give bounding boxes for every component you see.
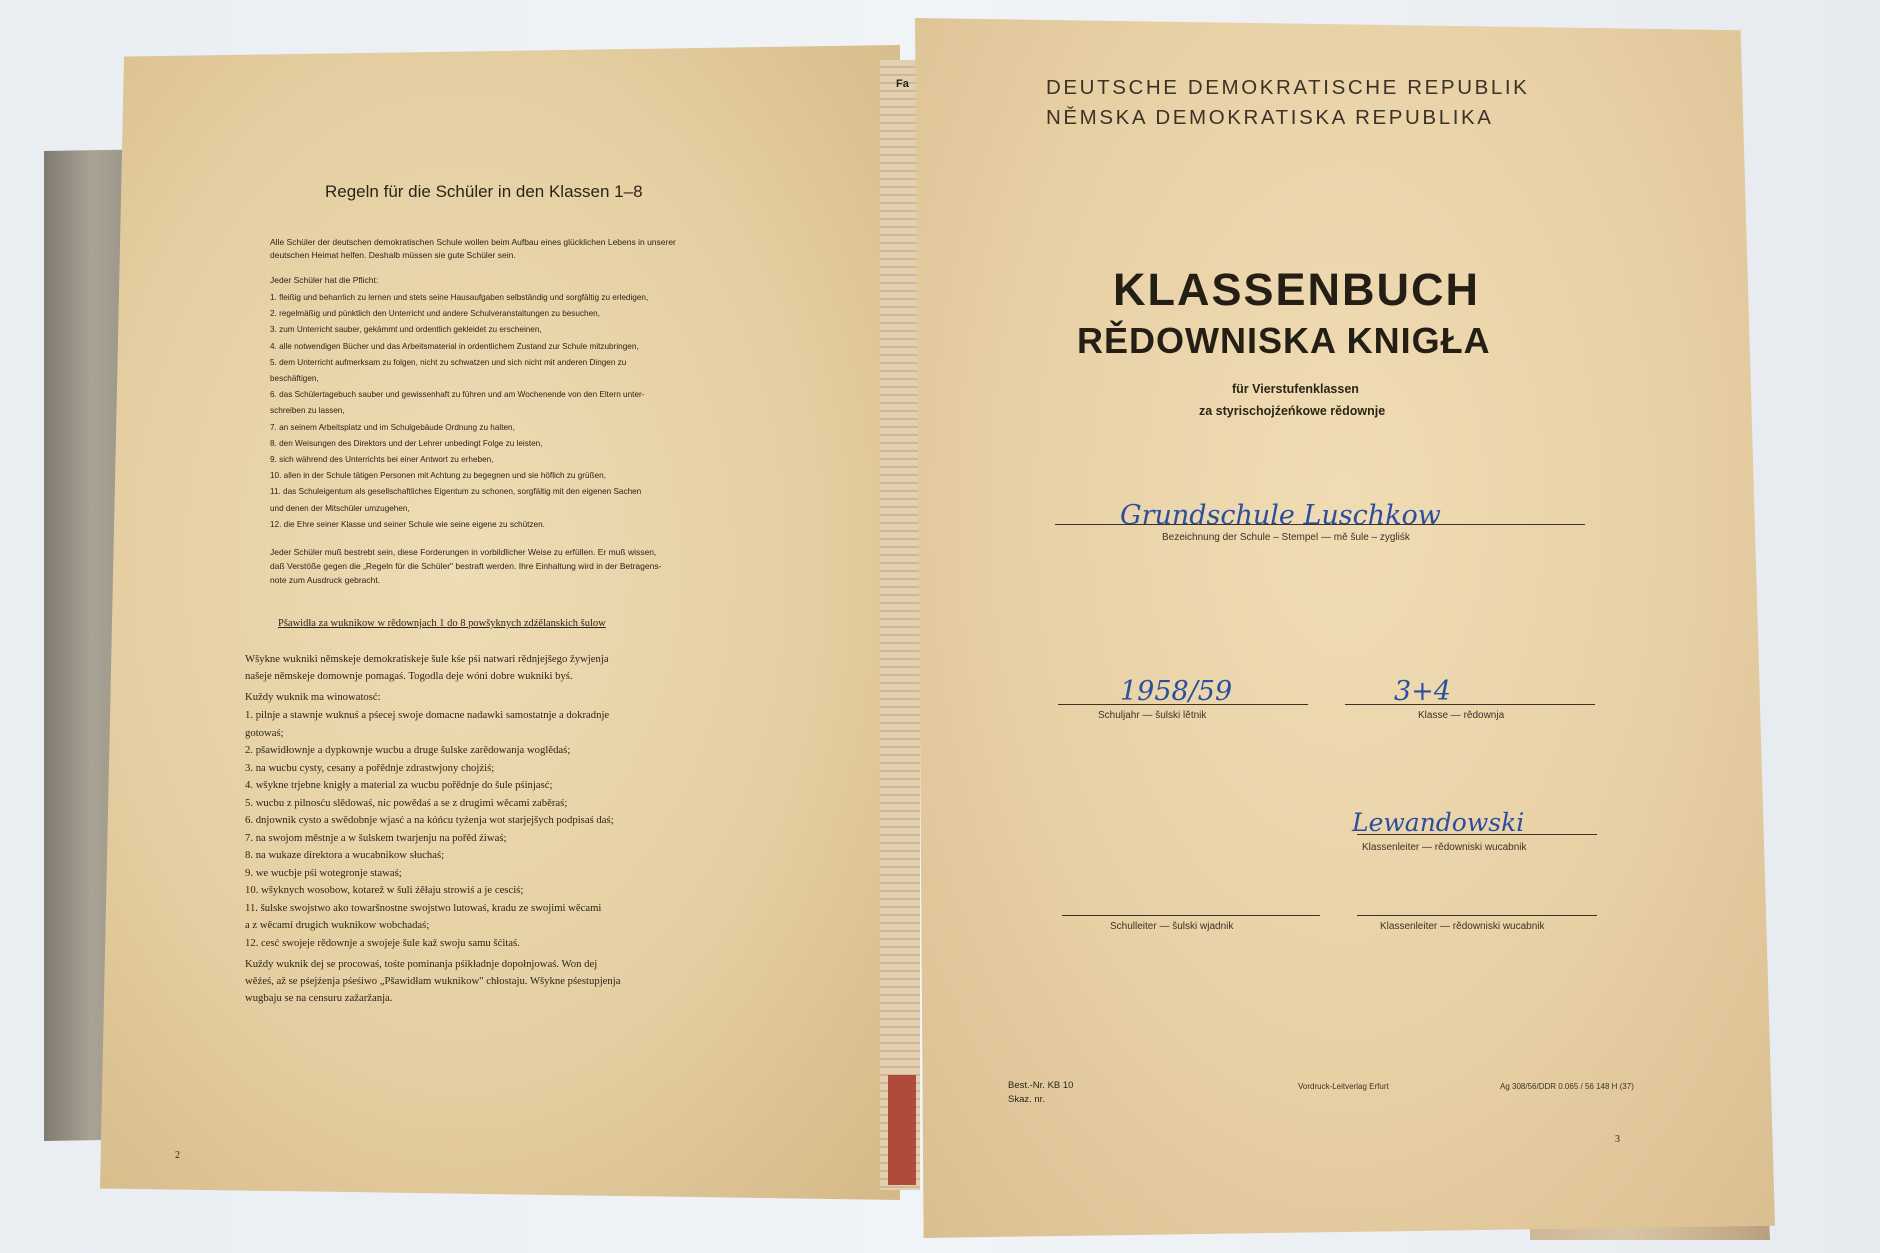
sorbian-item: 8. na wukaze direktora a wucabnikow słuchaś; bbox=[245, 849, 445, 861]
rules-item: 9. sich während des Unterrichts bei einer Antwort zu erheben, bbox=[270, 455, 494, 464]
spine-label: Fa bbox=[896, 78, 909, 90]
rules-item: 12. die Ehre seiner Klasse und seiner Schule wie seine eigene zu schützen. bbox=[270, 519, 545, 529]
rules-closing-line: daß Verstöße gegen die „Regeln für die Schüler" bestraft werden. Ihre Einhaltung wird in der Betragens- bbox=[270, 561, 662, 571]
sorbian-item: gotowaś; bbox=[245, 726, 284, 739]
class-caption: Klasse — rědownja bbox=[1418, 710, 1505, 721]
sorbian-item: 5. wucbu z pilnosću slědowaś, nic powědaś a se z drugimi wěcami zaběraś; bbox=[245, 796, 568, 809]
school-year-caption: Schuljahr — šulski lětnik bbox=[1098, 710, 1207, 721]
order-number-german: Best.-Nr. KB 10 bbox=[1008, 1080, 1074, 1091]
sorbian-closing-line: wěźeś, až se pśejźenja pśeśiwo „Pšawidłam wuknikow" chłostaju. Wšykne pśestupjenja bbox=[245, 975, 621, 987]
rules-item: 3. zum Unterricht sauber, gekämmt und ordentlich gekleidet zu erscheinen, bbox=[270, 325, 542, 335]
principal-caption: Schulleiter — šulski wjadnik bbox=[1110, 921, 1234, 932]
teacher-line-2 bbox=[1357, 915, 1597, 916]
right-page bbox=[915, 18, 1775, 1238]
sorbian-intro-line: Wšykne wukniki němskeje demokratiskeje šule kśe pśi natwari rědnjejšego žywjenja bbox=[245, 653, 609, 665]
sorbian-rules-title: Pšawidła za wuknikow w rědownjach 1 do 8 powšyknych zdźělanskich šulow bbox=[278, 618, 606, 629]
teacher-caption: Klassenleiter — rědowniski wucabnik bbox=[1362, 842, 1527, 853]
sorbian-item: 3. na wucbu cysty, cesany a pořědnje zdrastwjony chojźiś; bbox=[245, 761, 495, 774]
school-line bbox=[1055, 524, 1585, 525]
rules-item: beschäftigen, bbox=[270, 374, 319, 383]
rules-item: schreiben zu lassen, bbox=[270, 406, 345, 416]
school-year-handwritten: 1958/59 bbox=[1120, 676, 1233, 707]
rules-item: 5. dem Unterricht aufmerksam zu folgen, nicht zu schwatzen und sich nicht mit anderen Dingen zu bbox=[270, 357, 627, 367]
print-code: Ag 308/56/DDR 0.065 / 56 148 H (37) bbox=[1500, 1082, 1634, 1091]
sorbian-item: 12. cesć swojeje rědownje a swojeje šule kaž swoju samu šćitaś. bbox=[245, 936, 520, 949]
teacher-signature-handwritten: Lewandowski bbox=[1352, 808, 1525, 837]
principal-line bbox=[1062, 915, 1320, 916]
rules-closing-line: note zum Ausdruck gebracht. bbox=[270, 575, 381, 585]
rules-item: 6. das Schülertagebuch sauber und gewissenhaft zu führen und am Wochenende von den Eltern unter- bbox=[270, 390, 645, 400]
teacher-caption-2: Klassenleiter — rědowniski wucabnik bbox=[1380, 921, 1545, 932]
rules-intro-line: Alle Schüler der deutschen demokratischen Schule wollen beim Aufbau eines glücklichen Lebens in unserer bbox=[270, 237, 676, 247]
rules-item: 1. fleißig und beharrlich zu lernen und stets seine Hausaufgaben selbständig und sorgfältig zu erledigen, bbox=[270, 293, 649, 302]
rules-title: Regeln für die Schüler in den Klassen 1–8 bbox=[325, 182, 643, 201]
subtitle-sorbian: za styrischojźeńkowe rědownje bbox=[1199, 404, 1386, 418]
order-number-sorbian: Skaz. nr. bbox=[1008, 1094, 1045, 1105]
sorbian-intro-line: našeje němskeje domownje pomagaś. Togodla deje wóni dobre wukniki byś. bbox=[245, 670, 573, 682]
rules-item: 11. das Schuleigentum als gesellschaftliches Eigentum zu schonen, sorgfältig mit den eigenen Sachen bbox=[270, 487, 642, 497]
sorbian-item: a z wěcami drugich wuknikow wobchadaś; bbox=[245, 919, 430, 931]
sorbian-item: 4. wšykne trjebne knigły a material za wucbu pořědnje do šule pśinjasć; bbox=[245, 779, 553, 791]
rules-item: 8. den Weisungen des Direktors und der Lehrer unbedingt Folge zu leisten, bbox=[270, 438, 543, 448]
left-page-number: 2 bbox=[175, 1150, 180, 1161]
rules-item: 10. allen in der Schule tätigen Personen mit Achtung zu begegnen und sie höflich zu grüßen, bbox=[270, 471, 606, 481]
rules-item: 2. regelmäßig und pünktlich den Unterricht und andere Schulveranstaltungen zu besuchen, bbox=[270, 309, 600, 319]
sorbian-closing-line: wugbaju se na censuru zažaržanja. bbox=[245, 992, 393, 1004]
right-page-number: 3 bbox=[1615, 1134, 1620, 1145]
title-german: KLASSENBUCH bbox=[1113, 264, 1481, 315]
sorbian-item: 9. we wucbje pśi wotegronje stawaś; bbox=[245, 866, 402, 879]
publisher: Vordruck-Leitverlag Erfurt bbox=[1298, 1082, 1389, 1091]
subtitle-german: für Vierstufenklassen bbox=[1232, 382, 1359, 396]
sorbian-duty-line: Kuždy wuknik ma winowatosć: bbox=[245, 691, 381, 703]
sorbian-item: 1. pilnje a stawnje wuknuś a pśecej swoje domacne nadawki samostatnje a dokradnje bbox=[245, 709, 610, 721]
teacher-line bbox=[1357, 834, 1597, 835]
year-line bbox=[1058, 704, 1308, 705]
sorbian-closing-line: Kuždy wuknik dej se procowaś, tośte pominanja pśikładnje dopołnjowaś. Won dej bbox=[245, 958, 598, 970]
spine-red-tab bbox=[888, 1075, 916, 1185]
school-caption: Bezeichnung der Schule – Stempel — mě šule – zygliśk bbox=[1162, 532, 1410, 543]
rules-closing-line: Jeder Schüler muß bestrebt sein, diese Forderungen in vorbildlicher Weise zu erfüllen. Er muß wissen, bbox=[270, 547, 657, 557]
rules-item: 7. an seinem Arbeitsplatz und im Schulgebäude Ordnung zu halten, bbox=[270, 422, 515, 432]
sorbian-item: 6. dnjownik cysto a swědobnje wjasć a na kóńcu tyźenja wot starjejšych podpisaś daś; bbox=[245, 814, 614, 826]
rules-item: und denen der Mitschüler umzugehen, bbox=[270, 503, 410, 513]
rules-intro-line: deutschen Heimat helfen. Deshalb müssen sie gute Schüler sein. bbox=[270, 250, 516, 260]
sorbian-item: 10. wšyknych wosobow, kotarež w šuli źěłaju strowiś a je cesciś; bbox=[245, 884, 524, 896]
sorbian-item: 11. šulske swojstwo ako towaršnostne swojstwo lutowaś, kradu ze swojimi wěcami bbox=[245, 901, 602, 914]
header-german: DEUTSCHE DEMOKRATISCHE REPUBLIK bbox=[1046, 76, 1530, 99]
sorbian-item: 2. pšawidłownje a dypkownje wucbu a druge šulske zarědowanja woglědaś; bbox=[245, 744, 571, 756]
rules-duty-line: Jeder Schüler hat die Pflicht: bbox=[270, 275, 379, 285]
header-sorbian: NĚMSKA DEMOKRATISKA REPUBLIKA bbox=[1046, 106, 1494, 129]
class-line bbox=[1345, 704, 1595, 705]
title-sorbian: RĚDOWNISKA KNIGŁA bbox=[1077, 320, 1491, 361]
spine-ledger-strip bbox=[880, 60, 920, 1190]
school-name-handwritten: Grundschule Luschkow bbox=[1120, 500, 1441, 531]
class-handwritten: 3+4 bbox=[1394, 676, 1451, 707]
sorbian-item: 7. na swojom městnje a w šulskem twarjenju na pořěd źiwaś; bbox=[245, 831, 507, 844]
rules-item: 4. alle notwendigen Bücher und das Arbeitsmaterial in ordentlichem Zustand zur Schule mitzubringen, bbox=[270, 341, 639, 351]
